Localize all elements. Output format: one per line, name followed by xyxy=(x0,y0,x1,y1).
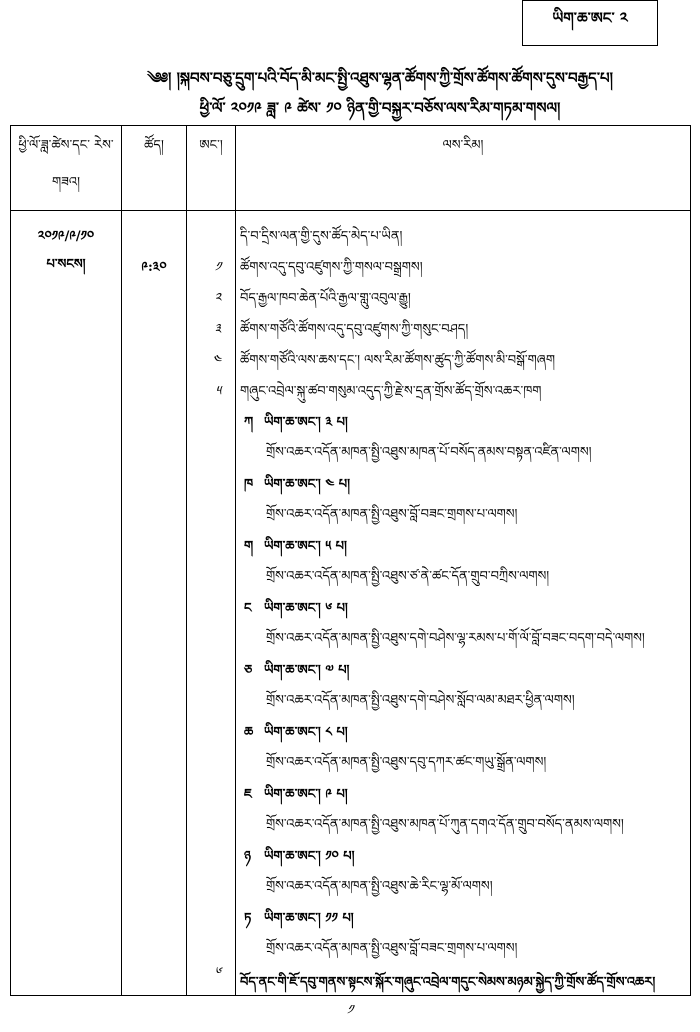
page-number: ༡ xyxy=(346,1003,354,1018)
intro-item: དི་བ་དྲིས་ལན་གྱི་དུས་ཚོད་མེད་པ་ཡིན། xyxy=(240,229,403,244)
item-number: ༥ xyxy=(215,384,221,399)
agenda-item: ཚོགས་འདུ་དབུ་འཛུགས་ཀྱི་གསལ་བསྒྲགས། xyxy=(240,260,423,275)
sub-item-letter: ཇ xyxy=(244,787,252,802)
sub-item-doc-number: ཡིག་ཆ་ཨང་། ༥ པ། xyxy=(264,539,347,554)
sub-item-description: གྲོས་འཆར་འདོན་མཁན་སྤྱི་འཐུས་དགེ་བཤེས་ལྷ་རམས་པ་གོ་ལོ་བློ་བཟང་བདག་བདེ་ལགས། xyxy=(266,631,645,646)
agenda-item: ཚོགས་གཙོའི་ལས་ཆས་དང་། ལས་རིམ་ཚོགས་ཚུད་ཀྱི་ཚོགས་མི་བསྒོ་གཞག xyxy=(240,353,556,368)
item-number: ༦ xyxy=(214,965,221,980)
time-value: ༩:༣༠ xyxy=(141,260,167,275)
sub-item-description: གྲོས་འཆར་འདོན་མཁན་སྤྱི་འཐུས་མཁན་པོ་ཀུན་དགའ་དོན་གྲུབ་བསོད་ནམས་ལགས། xyxy=(266,817,624,832)
sub-item-doc-number: ཡིག་ཆ་ཨང་། ༡༡ པ། xyxy=(264,911,354,926)
sub-item-doc-number: ཡིག་ཆ་ཨང་། ༩ པ། xyxy=(264,787,348,802)
item-number: ༤ xyxy=(212,353,221,368)
agenda-item: གཞུང་འབྲེལ་སྐུ་ཚབ་གསུམ་འདུད་ཀྱི་རྗེ་ས་དྲན་གྲོས་ཚོད་གྲོས་འཆར་ཁག xyxy=(240,384,542,399)
sub-item-description: གྲོས་འཆར་འདོན་མཁན་སྤྱི་འཐུས་ཆེ་རིང་ལྷ་མོ་ལགས། xyxy=(266,879,493,894)
table-row xyxy=(11,211,691,996)
agenda-cell xyxy=(236,211,691,996)
sub-item-doc-number: ཡིག་ཆ་ཨང་། ༤ པ། xyxy=(264,477,351,492)
final-agenda-item: བོད་ནང་གི་ཇོ་དབུ་གནས་སྟངས་སྐོར་གཞུང་འབྲེལ་གདུང་སེམས་མཉམ་སྐྱེད་ཀྱི་གྲོས་ཚོད་གྲོས་འཆར། xyxy=(240,975,656,990)
sub-item-heading xyxy=(240,533,686,563)
sub-item-doc-number: ཡིག་ཆ་ཨང་། ༨ པ། xyxy=(264,725,348,740)
sub-item-heading xyxy=(240,471,686,501)
sub-item-doc-number: ཡིག་ཆ་ཨང་། ༣ པ། xyxy=(264,415,348,430)
agenda-item: བོད་རྒྱལ་ཁབ་ཆེན་པོའི་རྒྱལ་གླུ་འབུལ་རྒྱུ། xyxy=(240,291,411,306)
item-number: ༢ xyxy=(214,291,221,306)
sub-item-heading xyxy=(240,595,686,625)
header-time: ཚོད། xyxy=(122,126,187,211)
date-cell xyxy=(11,211,122,996)
sub-item-heading xyxy=(240,905,686,935)
sub-item-letter: ཆ xyxy=(244,725,254,740)
page-subtitle: ཕྱི་ལོ་ ༢༠༡༩ ཟླ་ ༩ ཚེས་ ༡༠ ཉིན་གྱི་བསྐྱར་བཅོས་ལས་རིམ་གཏམ་གསལ། xyxy=(199,99,561,117)
document-number-box xyxy=(522,0,658,46)
sub-item-letter: ཀ xyxy=(244,415,254,430)
sub-item-heading xyxy=(240,657,686,687)
sub-item-heading xyxy=(240,843,686,873)
agenda-table xyxy=(10,125,691,996)
item-number: ༡ xyxy=(214,260,221,275)
sub-item-heading xyxy=(240,719,686,749)
item-number: ༣ xyxy=(214,322,221,337)
sub-item-heading xyxy=(240,409,686,439)
number-cell xyxy=(187,211,236,996)
header-number: ཨང་། xyxy=(187,126,236,211)
header-agenda: ལས་རིམ། xyxy=(236,126,691,211)
agenda-item: ཚོགས་གཙོའི་ཚོགས་འདུ་དབུ་འཛུགས་ཀྱི་གསུང་བཤད། xyxy=(240,322,469,337)
page-title: ༄༅། །སྐབས་བཅུ་དྲུག་པའི་བོད་མི་མང་སྤྱི་འཐུས་ལྷན་ཚོགས་ཀྱི་གྲོས་ཚོགས་ཚོགས་དུས་བརྒྱད་པ། xyxy=(147,69,613,87)
sub-item-description: གྲོས་འཆར་འདོན་མཁན་སྤྱི་འཐུས་དབུ་དཀར་ཚང་གཡུ་སྒྲོན་ལགས། xyxy=(266,755,547,770)
sub-item-description: གྲོས་འཆར་འདོན་མཁན་སྤྱི་འཐུས་ཙ་ནེ་ཚང་དོན་གྲུབ་བཀྲིས་ལགས། xyxy=(266,569,550,584)
sub-item-letter: ཅ xyxy=(244,663,253,678)
date-value: ༢༠༡༩/༩/༡༠ xyxy=(37,229,95,244)
sub-item-heading xyxy=(240,781,686,811)
sub-item-letter: ཏ xyxy=(244,911,252,926)
sub-item-doc-number: ཡིག་ཆ་ཨང་། ༧ པ། xyxy=(264,663,350,678)
sub-item-letter: ག xyxy=(244,539,254,554)
sub-item-doc-number: ཡིག་ཆ་ཨང་། ༡༠ པ། xyxy=(264,849,355,864)
sub-item-letter: ཁ xyxy=(244,477,254,492)
sub-item-description: གྲོས་འཆར་འདོན་མཁན་སྤྱི་འཐུས་བློ་བཟང་གྲགས་པ་ལགས། xyxy=(266,941,518,956)
sub-item-letter: ཉ xyxy=(244,849,251,864)
time-cell xyxy=(122,211,187,996)
table-header-row xyxy=(11,126,691,211)
day-value: པ་སངས། xyxy=(46,257,86,272)
sub-item-description: གྲོས་འཆར་འདོན་མཁན་སྤྱི་འཐུས་བློ་བཟང་གྲགས་པ་ལགས། xyxy=(266,507,518,522)
header-date: ཕྱི་ལོ་ཟླ་ཚེས་དང་ རེས་གཟའ། xyxy=(11,126,122,211)
sub-item-doc-number: ཡིག་ཆ་ཨང་། ༦ པ། xyxy=(264,601,348,616)
document-number: ཡིག་ཆ་ཨང་ ༢ xyxy=(552,9,628,27)
sub-item-letter: ང xyxy=(244,601,252,616)
sub-item-description: གྲོས་འཆར་འདོན་མཁན་སྤྱི་འཐུས་དགེ་བཤེས་སློབ་ལམ་མཐར་ཕྱིན་ལགས། xyxy=(266,693,575,708)
sub-item-description: གྲོས་འཆར་འདོན་མཁན་སྤྱི་འཐུས་མཁན་པོ་བསོད་ནམས་བསྟན་འཛིན་ལགས། xyxy=(266,445,592,460)
